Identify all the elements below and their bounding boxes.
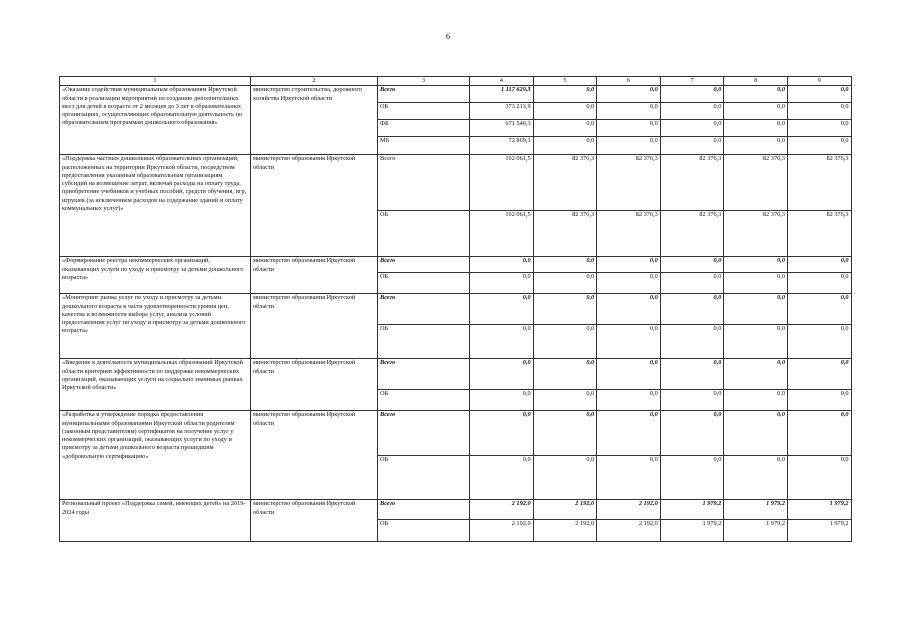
amount-cell: 0,0 [533, 273, 597, 294]
amount-cell: 0,0 [470, 390, 534, 411]
amount-cell: 0,0 [597, 257, 661, 273]
responsible-executor: министерство строительства, дорожного хозяйства Иркутской области [251, 86, 378, 155]
funding-source: ФБ [378, 120, 470, 137]
amount-cell: 82 376,3 [533, 155, 597, 211]
funding-source: ОБ [378, 520, 470, 542]
amount-cell: 0,0 [533, 103, 597, 120]
amount-cell: 82 376,3 [597, 211, 661, 257]
column-header: 3 [378, 77, 470, 86]
amount-cell: 0,0 [533, 359, 597, 390]
amount-cell: 0,0 [660, 103, 724, 120]
amount-cell: 0,0 [533, 325, 597, 359]
activity-description: «Поддержка частных дошкольных образовательных организаций, расположенных на территории Иркутской области, посредством предоставления указанным образовательным организациям субсидий на возмещение затрат, включая расходы на оплату труда, приобретение учебников и учебных пособий, средств обучения, игр, игрушек (за исключением расходов на содержание зданий и оплату коммунальных услуг)» [60, 155, 251, 257]
amount-cell: 0,0 [470, 325, 534, 359]
column-header: 6 [597, 77, 661, 86]
amount-cell: 102 061,5 [470, 155, 534, 211]
amount-cell: 0,0 [787, 103, 851, 120]
amount-cell: 0,0 [787, 273, 851, 294]
page-number: 6 [446, 32, 450, 41]
funding-source: ОБ [378, 211, 470, 257]
amount-cell: 0,0 [660, 411, 724, 456]
amount-cell: 82 376,3 [533, 211, 597, 257]
amount-cell: 0,0 [660, 325, 724, 359]
column-header: 7 [660, 77, 724, 86]
amount-cell: 0,0 [724, 411, 788, 456]
amount-cell: 0,0 [470, 359, 534, 390]
amount-cell: 0,0 [533, 411, 597, 456]
amount-cell: 0,0 [597, 456, 661, 500]
funding-source: Всего [378, 359, 470, 390]
amount-cell: 0,0 [533, 390, 597, 411]
amount-cell: 0,0 [724, 120, 788, 137]
activity-description: «Введение в деятельность муниципальных образований Иркутской области критериев эффективности по поддержке некоммерческих организаций, оказывающих услуги на социально значимых рынках Иркутской области» [60, 359, 251, 411]
amount-cell: 82 376,3 [597, 155, 661, 211]
activity-description: «Формирование реестра некоммерческих организаций, оказывающих услуги по уходу и присмотру за детьми дошкольного возраста» [60, 257, 251, 294]
funding-source: Всего [378, 411, 470, 456]
table-row [60, 155, 852, 211]
column-header: 9 [787, 77, 851, 86]
amount-cell: 1 979,2 [660, 500, 724, 520]
amount-cell: 373 213,9 [470, 103, 534, 120]
amount-cell: 0,0 [597, 120, 661, 137]
budget-table [59, 76, 852, 542]
table-row [60, 294, 852, 325]
amount-cell: 0,0 [660, 456, 724, 500]
amount-cell: 1 979,2 [787, 500, 851, 520]
funding-source: ОБ [378, 325, 470, 359]
amount-cell: 2 192,0 [470, 520, 534, 542]
amount-cell: 0,0 [787, 456, 851, 500]
funding-source: ОБ [378, 456, 470, 500]
responsible-executor: министерство образования Иркутской области [251, 257, 378, 294]
amount-cell: 2 192,0 [533, 500, 597, 520]
amount-cell: 0,0 [470, 257, 534, 273]
amount-cell: 0,0 [660, 137, 724, 155]
amount-cell: 0,0 [597, 359, 661, 390]
amount-cell: 0,0 [660, 359, 724, 390]
amount-cell: 0,0 [660, 86, 724, 103]
table-row [60, 86, 852, 103]
activity-description: «Мониторинг рынка услуг по уходу и присмотру за детьми дошкольного возраста в части удовлетворенности уровня цен, качества и возможности выбора услуг, анализа условий предоставления услуг по уходу и присмотру за детьми дошкольного возраста» [60, 294, 251, 359]
amount-cell: 0,0 [597, 137, 661, 155]
header-row [60, 77, 852, 86]
amount-cell: 0,0 [787, 120, 851, 137]
amount-cell: 0,0 [724, 273, 788, 294]
amount-cell: 0,0 [724, 456, 788, 500]
amount-cell: 0,0 [724, 86, 788, 103]
funding-source: Всего [378, 257, 470, 273]
amount-cell: 2 192,0 [470, 500, 534, 520]
amount-cell: 82 376,3 [724, 155, 788, 211]
amount-cell: 0,0 [787, 411, 851, 456]
amount-cell: 1 979,2 [724, 500, 788, 520]
responsible-executor: министерство образования Иркутской области [251, 359, 378, 411]
activity-description: Региональный проект «Поддержка семей, имеющих детей» на 2019-2024 годы [60, 500, 251, 542]
funding-source: МБ [378, 137, 470, 155]
amount-cell: 0,0 [724, 325, 788, 359]
amount-cell: 0,0 [533, 137, 597, 155]
amount-cell: 0,0 [660, 273, 724, 294]
funding-source: ОБ [378, 273, 470, 294]
amount-cell: 2 192,0 [597, 520, 661, 542]
amount-cell: 0,0 [533, 86, 597, 103]
amount-cell: 102 061,5 [470, 211, 534, 257]
amount-cell: 0,0 [533, 456, 597, 500]
amount-cell: 671 546,3 [470, 120, 534, 137]
amount-cell: 0,0 [724, 103, 788, 120]
amount-cell: 0,0 [724, 257, 788, 273]
amount-cell: 0,0 [787, 325, 851, 359]
amount-cell: 0,0 [597, 390, 661, 411]
amount-cell: 0,0 [470, 294, 534, 325]
amount-cell: 0,0 [470, 456, 534, 500]
amount-cell: 1 979,2 [724, 520, 788, 542]
amount-cell: 2 192,0 [533, 520, 597, 542]
column-header: 8 [724, 77, 788, 86]
responsible-executor: министерство образования Иркутской области [251, 500, 378, 542]
amount-cell: 0,0 [787, 359, 851, 390]
amount-cell: 0,0 [787, 390, 851, 411]
amount-cell: 0,0 [470, 411, 534, 456]
activity-description: «Оказание содействия муниципальным образованиям Иркутской области в реализации мероприятий по созданию дополнительных мест для детей в возрасте от 2 месяцев до 3 лет в образовательных организациях, осуществляющих образовательную деятельность по образовательным программам дошкольного образования» [60, 86, 251, 155]
amount-cell: 0,0 [597, 273, 661, 294]
amount-cell: 0,0 [787, 294, 851, 325]
funding-source: Всего [378, 500, 470, 520]
funding-source: ОБ [378, 103, 470, 120]
column-header: 5 [533, 77, 597, 86]
column-header: 4 [470, 77, 534, 86]
responsible-executor: министерство образования Иркутской области [251, 155, 378, 257]
column-header: 1 [60, 77, 251, 86]
amount-cell: 0,0 [533, 120, 597, 137]
amount-cell: 82 376,3 [787, 155, 851, 211]
amount-cell: 0,0 [724, 390, 788, 411]
amount-cell: 72 869,1 [470, 137, 534, 155]
amount-cell: 82 376,3 [787, 211, 851, 257]
amount-cell: 0,0 [724, 294, 788, 325]
amount-cell: 0,0 [597, 294, 661, 325]
amount-cell: 0,0 [787, 137, 851, 155]
column-header: 2 [251, 77, 378, 86]
amount-cell: 2 192,0 [597, 500, 661, 520]
table-body [60, 86, 852, 542]
amount-cell: 0,0 [660, 294, 724, 325]
amount-cell: 1 117 629,3 [470, 86, 534, 103]
table-row [60, 411, 852, 456]
funding-source: Всего [378, 155, 470, 211]
table-row [60, 257, 852, 273]
amount-cell: 0,0 [533, 257, 597, 273]
funding-source: Всего [378, 294, 470, 325]
table-row [60, 359, 852, 390]
amount-cell: 0,0 [787, 257, 851, 273]
amount-cell: 0,0 [597, 325, 661, 359]
activity-description: «Разработка и утверждение порядка предоставления муниципальными образованиями Иркутской области родителям (законным представителям) сертификатов на получение услуг у некоммерческих организаций, оказывающих услуги по уходу и присмотру за детьми дошкольного возраста прошедшим «добровольную сертификацию» [60, 411, 251, 500]
amount-cell: 0,0 [533, 294, 597, 325]
amount-cell: 0,0 [660, 120, 724, 137]
amount-cell: 82 376,3 [724, 211, 788, 257]
amount-cell: 82 376,3 [660, 211, 724, 257]
amount-cell: 0,0 [597, 86, 661, 103]
responsible-executor: министерство образования Иркутской области [251, 411, 378, 500]
amount-cell: 0,0 [660, 390, 724, 411]
funding-source: ОБ [378, 390, 470, 411]
amount-cell: 1 979,2 [660, 520, 724, 542]
amount-cell: 0,0 [787, 86, 851, 103]
amount-cell: 0,0 [470, 273, 534, 294]
amount-cell: 0,0 [597, 103, 661, 120]
responsible-executor: министерство образования Иркутской области [251, 294, 378, 359]
amount-cell: 0,0 [597, 411, 661, 456]
amount-cell: 0,0 [660, 257, 724, 273]
table-row [60, 500, 852, 520]
funding-source: Всего [378, 86, 470, 103]
amount-cell: 82 376,3 [660, 155, 724, 211]
amount-cell: 1 979,2 [787, 520, 851, 542]
amount-cell: 0,0 [724, 359, 788, 390]
amount-cell: 0,0 [724, 137, 788, 155]
